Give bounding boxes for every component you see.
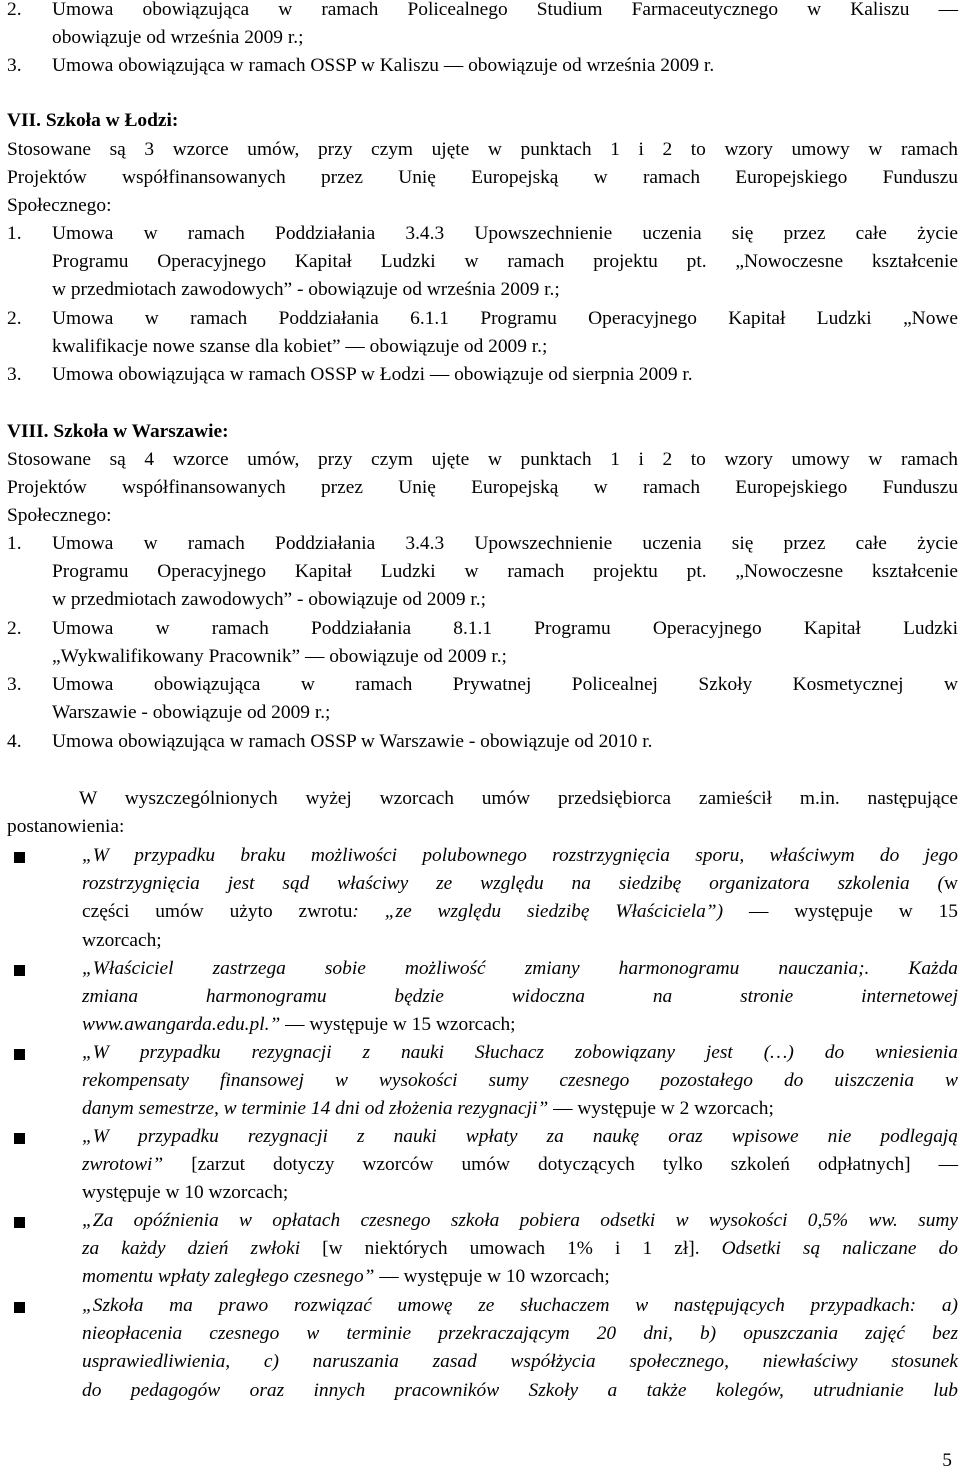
text-segment: [w niektórych umowach 1% i 1 zł].	[300, 1238, 722, 1260]
page-number: 5	[942, 1450, 952, 1471]
provision-text	[82, 1292, 958, 1405]
bullet-square-icon	[14, 1302, 25, 1313]
provision-line	[82, 1207, 958, 1235]
provision-line	[82, 870, 958, 898]
section-intro: Stosowane są 3 wzorce umów, przy czym ujęte w punktach 1 i 2 to wzory umowy w ramach Projektów współfinansowanych przez Unię Europejską w ramach Europejskiego Funduszu Społecznego:	[7, 139, 958, 217]
list-item-line: obowiązuje od września 2009 r.;	[52, 27, 304, 49]
text-segment: zwrotowi”	[82, 1154, 164, 1176]
text-segment: — występuje w 10 wzorcach;	[374, 1266, 610, 1288]
section-roman-numeral: VIII.	[7, 421, 49, 442]
section-intro: Stosowane są 4 wzorce umów, przy czym ujęte w punktach 1 i 2 to wzory umowy w ramach Projektów współfinansowanych przez Unię Europejską w ramach Europejskiego Funduszu Społecznego:	[7, 449, 958, 527]
provision-line	[82, 1348, 958, 1376]
text-segment: — występuje w 15 wzorcach;	[280, 1014, 516, 1036]
text-segment: „Właściciel zastrzega sobie możliwość zmiany harmonogramu nauczania;. Każda	[82, 958, 958, 979]
provision-line	[82, 1039, 958, 1067]
text-segment: „Za opóźnienia w opłatach czesnego szkoła pobiera odsetki w wysokości 0,5% ww. sumy	[82, 1210, 958, 1231]
text-segment: zmiana harmonogramu będzie widoczna na stronie internetowej	[82, 986, 958, 1008]
provision-line	[82, 842, 958, 870]
text-segment: Odsetki są naliczane do	[721, 1238, 958, 1260]
text-segment: występuje w 10 wzorcach;	[82, 1182, 289, 1204]
provision-line	[82, 1011, 958, 1039]
text-segment: „W przypadku braku możliwości polubownego rozstrzygnięcia sporu, właściwym do jego	[82, 845, 958, 866]
provision-line	[82, 1235, 958, 1263]
provision-line	[82, 1320, 958, 1348]
section-title: Szkoła w Łodzi:	[45, 110, 179, 131]
text-segment: do pedagogów oraz innych pracowników Szkoły a także kolegów, utrudnianie lub	[82, 1379, 958, 1401]
text-segment: „W przypadku rezygnacji z nauki wpłaty za naukę oraz wpisowe nie podlegają	[82, 1126, 958, 1147]
provision-line	[82, 1067, 958, 1095]
bullet-square-icon	[14, 1049, 25, 1060]
bullet-square-icon	[14, 852, 25, 863]
text-segment: www.awangarda.edu.pl.”	[82, 1014, 281, 1036]
text-segment: za każdy dzień zwłoki	[82, 1238, 301, 1260]
section-roman-numeral: VII.	[7, 110, 41, 131]
section-heading-vii	[7, 107, 178, 135]
list-number: 3.	[7, 55, 22, 76]
provision-line	[82, 1377, 958, 1405]
text-segment: momentu wpłaty zaległego czesnego”	[82, 1266, 375, 1288]
text-segment: rekompensaty finansowej w wysokości sumy czesnego pozostałego do uiszczenia w	[82, 1070, 958, 1092]
provision-line	[82, 927, 958, 955]
text-segment: [zarzut dotyczy wzorców umów dotyczących tylko szkoleń odpłatnych] —	[163, 1154, 958, 1176]
provision-line	[82, 1123, 958, 1151]
provision-line	[82, 1292, 958, 1320]
provision-line	[82, 983, 958, 1011]
text-segment: rozstrzygnięcia jest sąd właściwy ze względu na siedzibę organizatora szkolenia (	[82, 873, 944, 895]
text-segment: usprawiedliwienia, c) naruszania zasad współżycia społecznego, niewłaściwy stosunek	[82, 1351, 958, 1373]
section-heading-viii	[7, 418, 229, 446]
list-number: 2.	[7, 0, 22, 20]
provision-text	[82, 1123, 958, 1208]
provision-text	[82, 955, 958, 1040]
bullet-square-icon	[14, 965, 25, 976]
text-segment: części umów użyto zwrotu	[82, 901, 353, 923]
provision-line	[82, 1095, 958, 1123]
provision-text	[82, 842, 958, 955]
text-segment: „W przypadku rezygnacji z nauki Słuchacz zobowiązany jest (…) do wniesienia	[82, 1042, 958, 1063]
text-segment: : „ze względu siedzibę Właściciela”)	[352, 901, 724, 923]
text-segment: — występuje w 15	[723, 901, 958, 923]
text-segment: „Szkoła ma prawo rozwiązać umowę ze słuchaczem w następujących przypadkach: a)	[82, 1295, 958, 1316]
provision-line	[82, 955, 958, 983]
provision-line	[82, 1151, 958, 1179]
bullet-square-icon	[14, 1133, 25, 1144]
text-segment: nieopłacenia czesnego w terminie przekraczającym 20 dni, b) opuszczania zajęć bez	[82, 1323, 958, 1345]
summary-paragraph: W wyszczególnionych wyżej wzorcach umów przedsiębiorca zamieścił m.in. następujące postanowienia:	[7, 788, 958, 838]
text-segment: — występuje w 2 wzorcach;	[548, 1098, 774, 1120]
provision-line	[82, 898, 958, 926]
text-segment: wzorcach;	[82, 929, 162, 951]
provision-line	[82, 1179, 958, 1207]
text-segment: w	[943, 873, 958, 895]
section-title: Szkoła w Warszawie:	[53, 421, 229, 442]
bullet-square-icon	[14, 1217, 25, 1228]
provision-text	[82, 1207, 958, 1292]
provision-text	[82, 1039, 958, 1124]
provision-line	[82, 1263, 958, 1291]
text-segment: danym semestrze, w terminie 14 dni od złożenia rezygnacji”	[82, 1098, 549, 1120]
list-item-line: Umowa obowiązująca w ramach Policealnego Studium Farmaceutycznego w Kaliszu —	[52, 0, 958, 20]
list-item-line: Umowa obowiązująca w ramach OSSP w Kaliszu — obowiązuje od września 2009 r.	[52, 55, 715, 76]
